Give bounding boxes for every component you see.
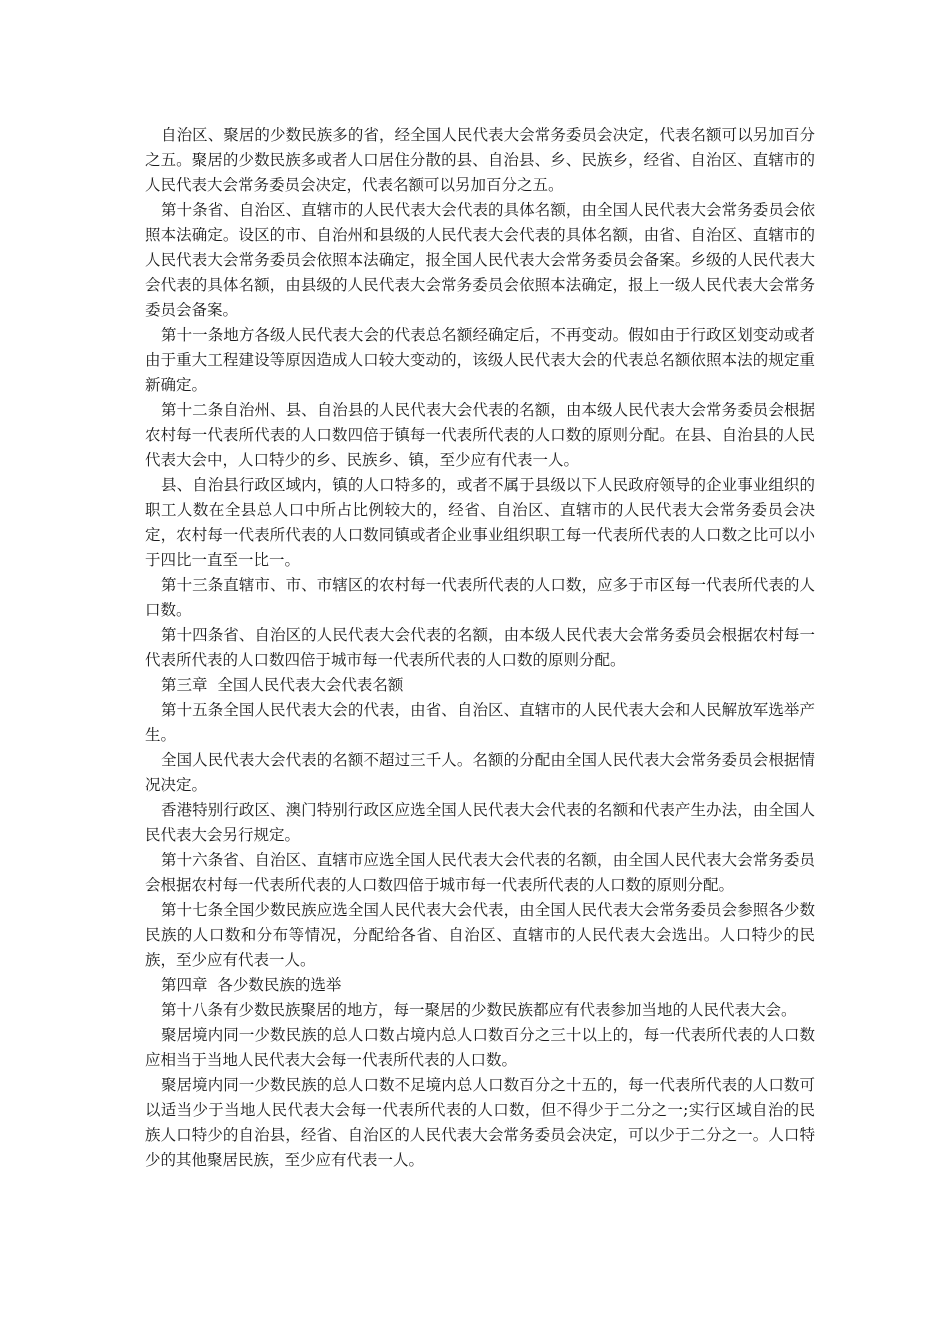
paragraph-article-15: 第十五条全国人民代表大会的代表，由省、自治区、直辖市的人民代表大会和人民解放军选举产生。 [145, 701, 815, 744]
paragraph-article-10: 第十条省、自治区、直辖市的人民代表大会代表的具体名额，由全国人民代表大会常务委员会依照本法确定。设区的市、自治州和县级的人民代表大会代表的具体名额，由省、自治区、直辖市的人民代表大会常务委员会依照本法确定，报全国人民代表大会常务委员会备案。乡级的人民代表大会代表的具体名额，由县级的人民代表大会常务委员会依照本法确定，报上一级人民代表大会常务委员会备案。 [145, 201, 815, 319]
paragraph-article-18: 第十八条有少数民族聚居的地方，每一聚居的少数民族都应有代表参加当地的人民代表大会。 [161, 1001, 797, 1019]
paragraph: 县、自治县行政区域内，镇的人口特多的，或者不属于县级以下人民政府领导的企业事业组织的职工人数在全县总人口中所占比例较大的，经省、自治区、直辖市的人民代表大会常务委员会决定，农村每一代表所代表的人口数同镇或者企业事业组织职工每一代表所代表的人口数之比可以小于四比一直至一比一。 [145, 476, 815, 569]
paragraph-article-16: 第十六条省、自治区、直辖市应选全国人民代表大会代表的名额，由全国人民代表大会常务委员会根据农村每一代表所代表的人口数四倍于城市每一代表所代表的人口数的原则分配。 [145, 851, 815, 894]
paragraph: 全国人民代表大会代表的名额不超过三千人。名额的分配由全国人民代表大会常务委员会根据情况决定。 [145, 751, 815, 794]
paragraph-article-12: 第十二条自治州、县、自治县的人民代表大会代表的名额，由本级人民代表大会常务委员会根据农村每一代表所代表的人口数四倍于镇每一代表所代表的人口数的原则分配。在县、自治县的人民代表大会中，人口特少的乡、民族乡、镇，至少应有代表一人。 [145, 401, 815, 469]
document-body [145, 123, 815, 1173]
paragraph: 聚居境内同一少数民族的总人口数占境内总人口数百分之三十以上的，每一代表所代表的人口数应相当于当地人民代表大会每一代表所代表的人口数。 [145, 1026, 815, 1069]
paragraph-article-14: 第十四条省、自治区的人民代表大会代表的名额，由本级人民代表大会常务委员会根据农村每一代表所代表的人口数四倍于城市每一代表所代表的人口数的原则分配。 [145, 626, 815, 669]
paragraph-article-13: 第十三条直辖市、市、市辖区的农村每一代表所代表的人口数，应多于市区每一代表所代表的人口数。 [145, 576, 815, 619]
chapter-3-heading: 第三章 全国人民代表大会代表名额 [161, 676, 404, 694]
paragraph: 香港特别行政区、澳门特别行政区应选全国人民代表大会代表的名额和代表产生办法，由全国人民代表大会另行规定。 [145, 801, 815, 844]
paragraph: 自治区、聚居的少数民族多的省，经全国人民代表大会常务委员会决定，代表名额可以另加百分之五。聚居的少数民族多或者人口居住分散的县、自治县、乡、民族乡，经省、自治区、直辖市的人民代表大会常务委员会决定，代表名额可以另加百分之五。 [145, 126, 815, 194]
paragraph: 聚居境内同一少数民族的总人口数不足境内总人口数百分之十五的，每一代表所代表的人口数可以适当少于当地人民代表大会每一代表所代表的人口数，但不得少于二分之一;实行区域自治的民族人口特少的自治县，经省、自治区的人民代表大会常务委员会决定，可以少于二分之一。人口特少的其他聚居民族，至少应有代表一人。 [145, 1076, 815, 1169]
paragraph-article-11: 第十一条地方各级人民代表大会的代表总名额经确定后，不再变动。假如由于行政区划变动或者由于重大工程建设等原因造成人口较大变动的，该级人民代表大会的代表总名额依照本法的规定重新确定。 [145, 326, 815, 394]
paragraph-article-17: 第十七条全国少数民族应选全国人民代表大会代表，由全国人民代表大会常务委员会参照各少数民族的人口数和分布等情况，分配给各省、自治区、直辖市的人民代表大会选出。人口特少的民族，至少应有代表一人。 [145, 901, 815, 969]
chapter-4-heading: 第四章 各少数民族的选举 [161, 976, 342, 994]
